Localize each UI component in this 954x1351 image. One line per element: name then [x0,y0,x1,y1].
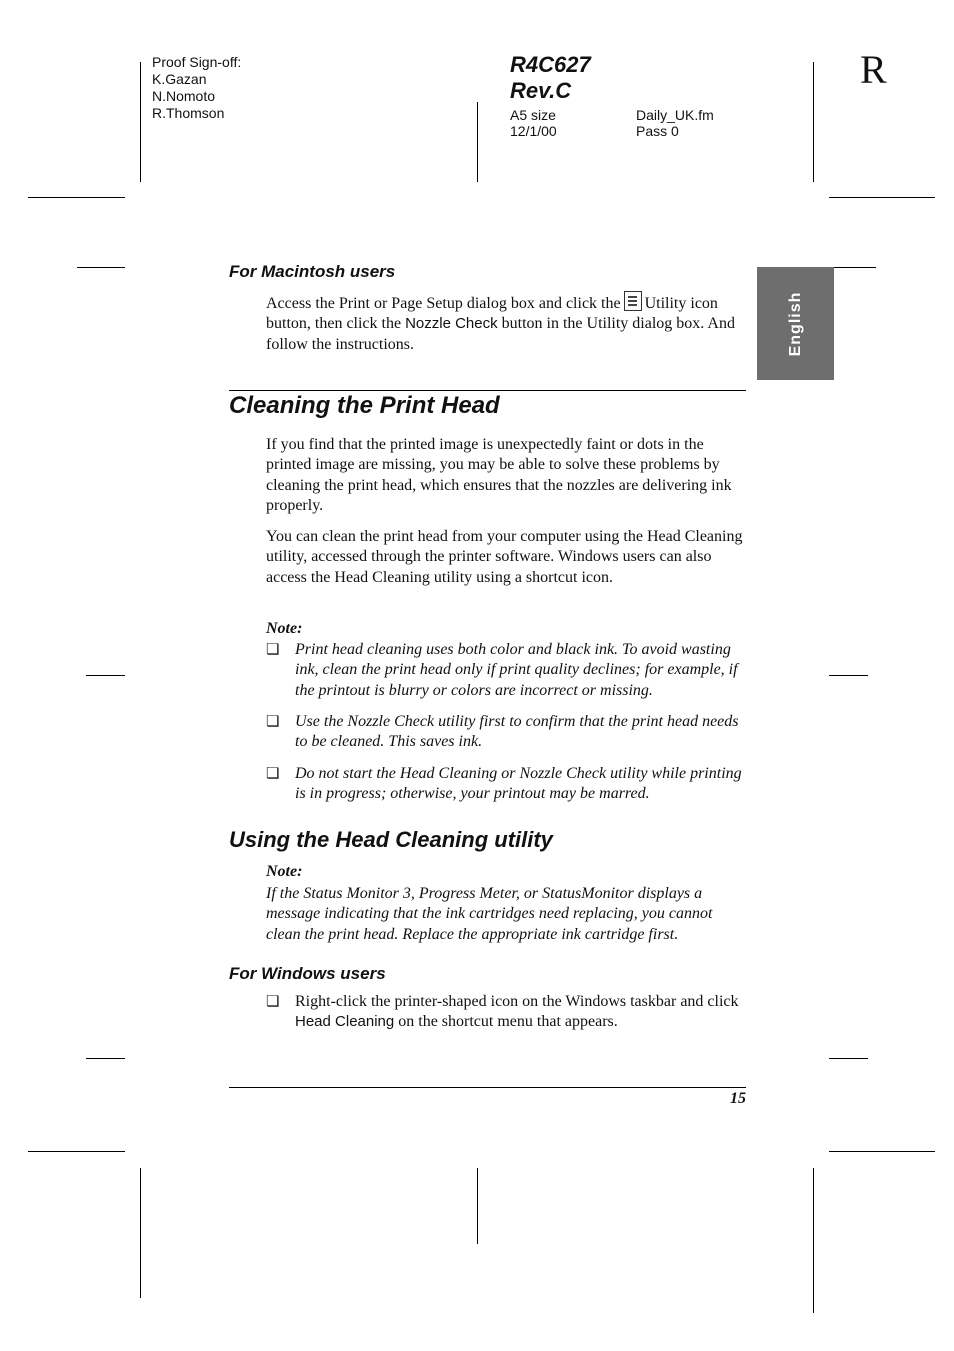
crop-mark [86,1058,125,1059]
language-tab-label: English [786,291,804,356]
crop-mark [813,62,814,182]
checkbox-bullet: ❏ [266,642,280,658]
head-cleaning-label: Head Cleaning [295,1013,395,1031]
mac-paragraph [266,291,746,355]
page-number: 15 [730,1090,746,1107]
crop-mark [86,675,125,676]
cleaning-heading: Cleaning the Print Head [229,392,500,419]
model-code [510,52,591,104]
proof-line: R.Thomson [152,105,225,121]
section-rule [229,390,746,391]
crop-mark [477,1168,478,1244]
crop-mark [829,1151,935,1152]
crop-mark [829,675,868,676]
windows-step [295,992,747,1033]
meta-left [510,107,557,139]
utility-icon [624,291,642,311]
crop-mark [477,102,478,182]
proof-line: N.Nomoto [152,88,216,104]
proof-line: Proof Sign-off: [152,54,242,70]
checkbox-bullet: ❏ [266,766,280,782]
crop-mark [140,1168,141,1298]
crop-mark [140,62,141,182]
proof-line: K.Gazan [152,71,207,87]
note-label: Note: [266,620,303,637]
footer-rule [229,1087,746,1088]
mac-text-1: Access the Print or Page Setup dialog box and click the [266,295,621,312]
mac-text-2: Utility icon button, then click the [266,295,718,333]
meta-file: Daily_UK.fm [636,107,714,123]
windows-step-text-2: on the shortcut menu that appears. [398,1013,618,1031]
note-label: Note: [266,863,303,880]
crop-mark [28,1151,125,1152]
note-item: Print head cleaning uses both color and black ink. To avoid wasting ink, clean the print head only if print quality declines; for example, if the printout is blurry or colors are incorrect or missing. [295,641,738,699]
model-line-1: R4C627 [510,52,591,77]
language-tab [757,267,834,380]
utility-heading: Using the Head Cleaning utility [229,827,553,852]
utility-note: If the Status Monitor 3, Progress Meter, or StatusMonitor displays a message indicating that the ink cartridges need replacing, you cannot clean the print head. Replace the appropriate ink cartridge first. [266,885,713,943]
crop-mark [829,197,935,198]
crop-mark [829,1058,868,1059]
crop-mark [813,1168,814,1313]
mac-heading: For Macintosh users [229,262,396,281]
checkbox-bullet: ❏ [266,714,280,730]
windows-step-text-1: Right-click the printer-shaped icon on the Windows taskbar and click [295,993,739,1010]
meta-date: 12/1/00 [510,123,557,139]
checkbox-bullet: ❏ [266,994,280,1010]
corner-letter: R [860,47,887,92]
windows-heading: For Windows users [229,964,386,983]
meta-pass: Pass 0 [636,123,679,139]
crop-mark [829,267,876,268]
crop-mark [28,197,125,198]
meta-size: A5 size [510,107,556,123]
model-line-2: Rev.C [510,78,572,103]
cleaning-paragraph-2: You can clean the print head from your computer using the Head Cleaning utility, accessed through the printer software. Windows users can also access the Head Cleaning utility using a shortcut icon. [266,528,743,586]
crop-mark [77,267,125,268]
meta-right [636,107,714,139]
note-item: Use the Nozzle Check utility first to confirm that the print head needs to be cleaned. This saves ink. [295,713,739,751]
nozzle-check-label: Nozzle Check [405,315,498,333]
mac-text-3: button in the Utility dialog box. And follow the instructions. [266,315,735,353]
proof-signoff [152,54,241,122]
cleaning-paragraph-1: If you find that the printed image is unexpectedly faint or dots in the printed image are missing, you may be able to solve these problems by cleaning the print head, which ensures that the nozzles are delivering ink properly. [266,436,732,514]
note-item: Do not start the Head Cleaning or Nozzle Check utility while printing is in progress; otherwise, your printout may be marred. [295,765,742,803]
